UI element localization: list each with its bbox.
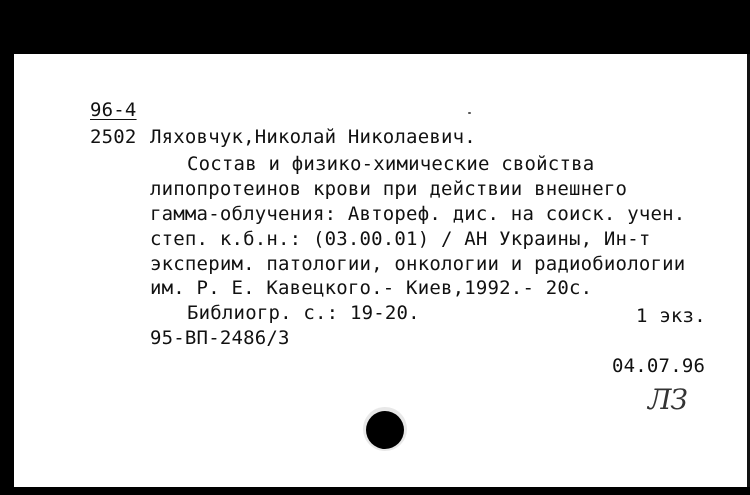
copies-count: 1 экз.	[636, 305, 706, 327]
dust-speck	[468, 112, 471, 114]
handwritten-mark: ЛЗ	[648, 383, 687, 416]
scan-bottom-border	[0, 487, 750, 495]
description-line-1: Состав и физико-химические свойства	[187, 153, 595, 175]
shelf-code: 95-ВП-2486/3	[150, 327, 290, 349]
card-number: 2502	[90, 126, 137, 148]
description-line-5: эксперим. патологии, онкологии и радиобиологии	[150, 253, 686, 275]
description-line-4: степ. к.б.н.: (03.00.01) / АН Украины, Ин-т	[150, 228, 651, 250]
date-stamp: 04.07.96	[612, 355, 706, 377]
classification-code: 96-4	[90, 99, 137, 121]
bibliography-note: Библиогр. с.: 19-20.	[187, 302, 420, 324]
author-name: Ляховчук,Николай Николаевич.	[150, 126, 476, 148]
description-line-3: гамма-облучения: Автореф. дис. на соиск. учен.	[150, 203, 686, 225]
description-line-2: липопротеинов крови при действии внешнего	[150, 178, 628, 200]
description-line-6: им. Р. Е. Кавецкого.- Киев,1992.- 20с.	[150, 277, 593, 299]
punch-hole	[366, 411, 404, 449]
scan-top-border	[0, 0, 750, 54]
